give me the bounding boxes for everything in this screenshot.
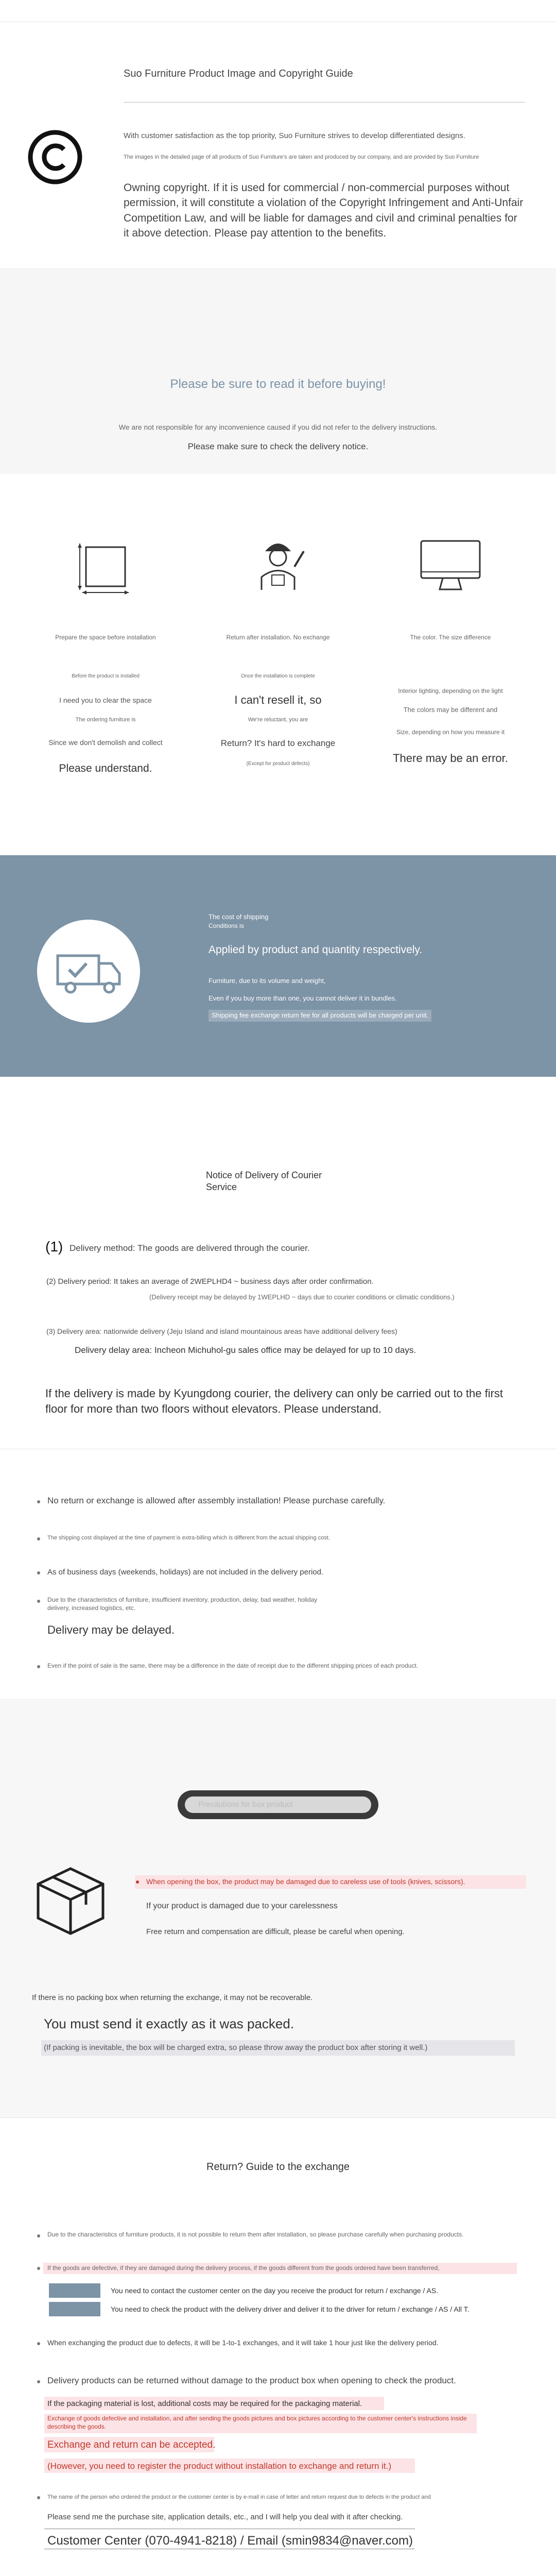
- read-notice-line2: Please make sure to check the delivery notice.: [187, 442, 369, 451]
- col3-s4: There may be an error.: [393, 752, 508, 765]
- exchange-a: Due to the characteristics of furniture products, it is not possible to return them after installation, so please purchase carefully when purchasing products.: [47, 2231, 464, 2238]
- divider: [0, 2117, 556, 2118]
- col2-caption: Return after installation. No exchange: [226, 634, 330, 641]
- bullet-icon: [37, 1665, 40, 1668]
- package-box-icon: [32, 1862, 109, 1940]
- bullet-icon: [37, 2380, 40, 2383]
- measure-box-icon: [75, 536, 136, 598]
- col1-s1: Before the product is installed: [72, 673, 140, 679]
- shipping-head: Applied by product and quantity respectively.: [208, 944, 423, 956]
- exchange-tag-1: [49, 2283, 100, 2298]
- exchange-b: If the goods are defective, if they are damaged during the delivery process, if the goods different from the goods ordered have been transferred,: [47, 2264, 440, 2272]
- col2-s3: We're reluctant, you are: [248, 717, 308, 723]
- read-notice-line1: We are not responsible for any inconvenience caused if you did not refer to the delivery instructions.: [118, 423, 438, 431]
- exchange-c: When exchanging the product due to defects, it will be 1-to-1 exchanges, and it will take 1 hour just like the delivery period.: [47, 2338, 439, 2347]
- shipping-label: The cost of shipping: [208, 913, 269, 921]
- col3-s3: Size, depending on how you measure it: [396, 728, 505, 736]
- shipping-l2: Even if you buy more than one, you cannot deliver it in bundles.: [208, 994, 397, 1002]
- exchange-b1: You need to contact the customer center on the day you receive the product for return / exchange / AS.: [111, 2286, 439, 2295]
- col1-s4: Since we don't demolish and collect: [48, 738, 163, 747]
- monitor-icon: [417, 536, 484, 598]
- note-2: The shipping cost displayed at the time of payment is extra-billing which is different from the actual shipping cost.: [47, 1535, 330, 1541]
- bullet-icon: [37, 2234, 40, 2238]
- box-precautions-badge: [178, 1790, 378, 1819]
- shipping-l3: Shipping fee exchange return fee for all products will be charged per unit.: [208, 1010, 431, 1022]
- copyright-body: Owning copyright. If it is used for commercial / non-commercial purposes without permission, it will constitute a violation of the Copyright Infringement and Anti-Unfair Competition Law, and will be liable for damages and civil and criminal penalties for it above detection. Please pay attention to the benefits.: [124, 182, 524, 240]
- courier-title: Notice of Delivery of Courier Service: [206, 1170, 322, 1193]
- note-5: Delivery may be delayed.: [47, 1623, 175, 1636]
- copyright-icon: [27, 129, 83, 185]
- bullet-icon: [37, 1600, 40, 1603]
- col2-s2: I can't resell it, so: [234, 693, 322, 706]
- copyright-title: Suo Furniture Product Image and Copyright Guide: [124, 68, 353, 79]
- box-badge-label: Precautions for box product: [198, 1800, 293, 1809]
- bullet-icon: [136, 1880, 139, 1884]
- courier-t3: (3) Delivery area: nationwide delivery (Jeju Island and island mountainous areas have additional delivery fees): [46, 1327, 397, 1335]
- bullet-icon: [37, 1500, 40, 1503]
- box-l2: If your product is damaged due to your carelessness: [146, 1902, 338, 1910]
- col1-big: Please understand.: [59, 762, 152, 774]
- shipping-sub: Conditions is: [208, 922, 244, 929]
- col2-big: (Except for product defects): [246, 761, 310, 767]
- bullet-icon: [37, 1537, 40, 1540]
- shipping-cost-section: [0, 855, 556, 1077]
- courier-t2: (2) Delivery period: It takes an average of 2WEPLHD4 ~ business days after order confirmation.: [46, 1277, 374, 1286]
- box-l1: When opening the box, the product may be damaged due to careless use of tools (knives, scissors).: [146, 1877, 465, 1886]
- col1-caption: Prepare the space before installation: [55, 634, 156, 641]
- bullet-icon: [37, 2342, 40, 2345]
- contact-info[interactable]: Customer Center (070-4941-8218) / Email (smin9834@naver.com): [47, 2534, 413, 2548]
- installer-icon: [247, 531, 309, 598]
- note-4: Due to the characteristics of furniture, insufficient inventory, production, delay, bad weather, holiday delivery, increased logistics, etc.: [47, 1596, 318, 1612]
- exchange-tag-2: [49, 2302, 100, 2316]
- shipping-l1: Furniture, due to its volume and weight,: [208, 977, 326, 985]
- exchange-e: The name of the person who ordered the product or the customer center is by e-mail in case of letter and return request due to defects in the product and: [47, 2494, 431, 2500]
- note-1: No return or exchange is allowed after assembly installation! Please purchase carefully.: [47, 1496, 386, 1505]
- delivery-truck-icon: [37, 920, 140, 1023]
- box-w3: (If packing is inevitable, the box will be charged extra, so please throw away the product box after storing it well.): [44, 2043, 428, 2052]
- read-notice-section: [0, 268, 556, 474]
- exchange-title: Return? Guide to the exchange: [206, 2161, 350, 2173]
- exchange-d: Delivery products can be returned without damage to the product box when opening to check the product.: [47, 2376, 456, 2385]
- exchange-d3: Exchange and return can be accepted.: [47, 2439, 216, 2450]
- copyright-intro: With customer satisfaction as the top priority, Suo Furniture strives to develop differentiated designs.: [124, 131, 465, 140]
- col1-s3: The ordering furniture is: [75, 717, 136, 723]
- courier-notice-section: [0, 1077, 556, 1453]
- exchange-d4: (However, you need to register the product without installation to exchange and return it.): [47, 2461, 392, 2471]
- col2-s4: Return? It's hard to exchange: [220, 738, 336, 748]
- courier-num1: (1): [45, 1239, 63, 1255]
- courier-t1: Delivery method: The goods are delivered through the courier.: [70, 1243, 310, 1253]
- bullet-icon: [37, 2267, 40, 2270]
- box-l3: Free return and compensation are difficult, please be careful when opening.: [146, 1927, 405, 1936]
- note-3: As of business days (weekends, holidays) are not included in the delivery period.: [47, 1568, 324, 1577]
- copyright-note: The images in the detailed page of all products of Suo Furniture's are taken and produced by our company, and are provided by Suo Furniture: [124, 154, 479, 160]
- note-6: Even if the point of sale is the same, there may be a difference in the date of receipt due to the different shipping prices of each product.: [47, 1662, 418, 1669]
- exchange-e1: Please send me the purchase site, application details, etc., and I will help you deal with it after checking.: [47, 2513, 403, 2521]
- col3-s2: The colors may be different and: [403, 706, 498, 714]
- col2-s1: Once the installation is complete: [241, 673, 315, 679]
- box-w1: If there is no packing box when returning the exchange, it may not be recoverable.: [32, 1993, 313, 2002]
- col3-s1: Interior lighting, depending on the light: [398, 687, 503, 694]
- exchange-d2: Exchange of goods defective and installation, and after sending the goods pictures and box pictures according to the customer center's instructions inside describing the goods.: [47, 2415, 467, 2430]
- exchange-d1: If the packaging material is lost, additional costs may be required for the packaging material.: [47, 2399, 362, 2408]
- box-w2: You must send it exactly as it was packed.: [44, 2016, 294, 2031]
- bullet-icon: [37, 1571, 40, 1574]
- copyright-section: [0, 0, 556, 263]
- col3-caption: The color. The size difference: [410, 634, 491, 641]
- courier-t2b: (Delivery receipt may be delayed by 1WEPLHD ~ days due to courier conditions or climatic conditions.): [149, 1293, 455, 1301]
- divider: [0, 1699, 556, 1700]
- exchange-guide-section: [0, 2117, 556, 2576]
- bullet-icon: [37, 2496, 40, 2499]
- box-precautions-section: [0, 1700, 556, 2117]
- courier-t3b: Delivery delay area: Incheon Michuhol-gu sales office may be delayed for up to 10 days.: [75, 1345, 416, 1355]
- policy-columns: [0, 515, 556, 835]
- col1-s2: I need you to clear the space: [59, 696, 152, 704]
- title-underline: [124, 102, 525, 103]
- courier-warn: If the delivery is made by Kyungdong courier, the delivery can only be carried out to the first floor for more than two floors without elevators. Please understand.: [45, 1387, 503, 1415]
- purchase-notes-section: [0, 1463, 556, 1700]
- exchange-b2: You need to check the product with the delivery driver and deliver it to the driver for return / exchange / AS / All T.: [111, 2305, 470, 2313]
- read-notice-title: Please be sure to read it before buying!: [170, 377, 386, 391]
